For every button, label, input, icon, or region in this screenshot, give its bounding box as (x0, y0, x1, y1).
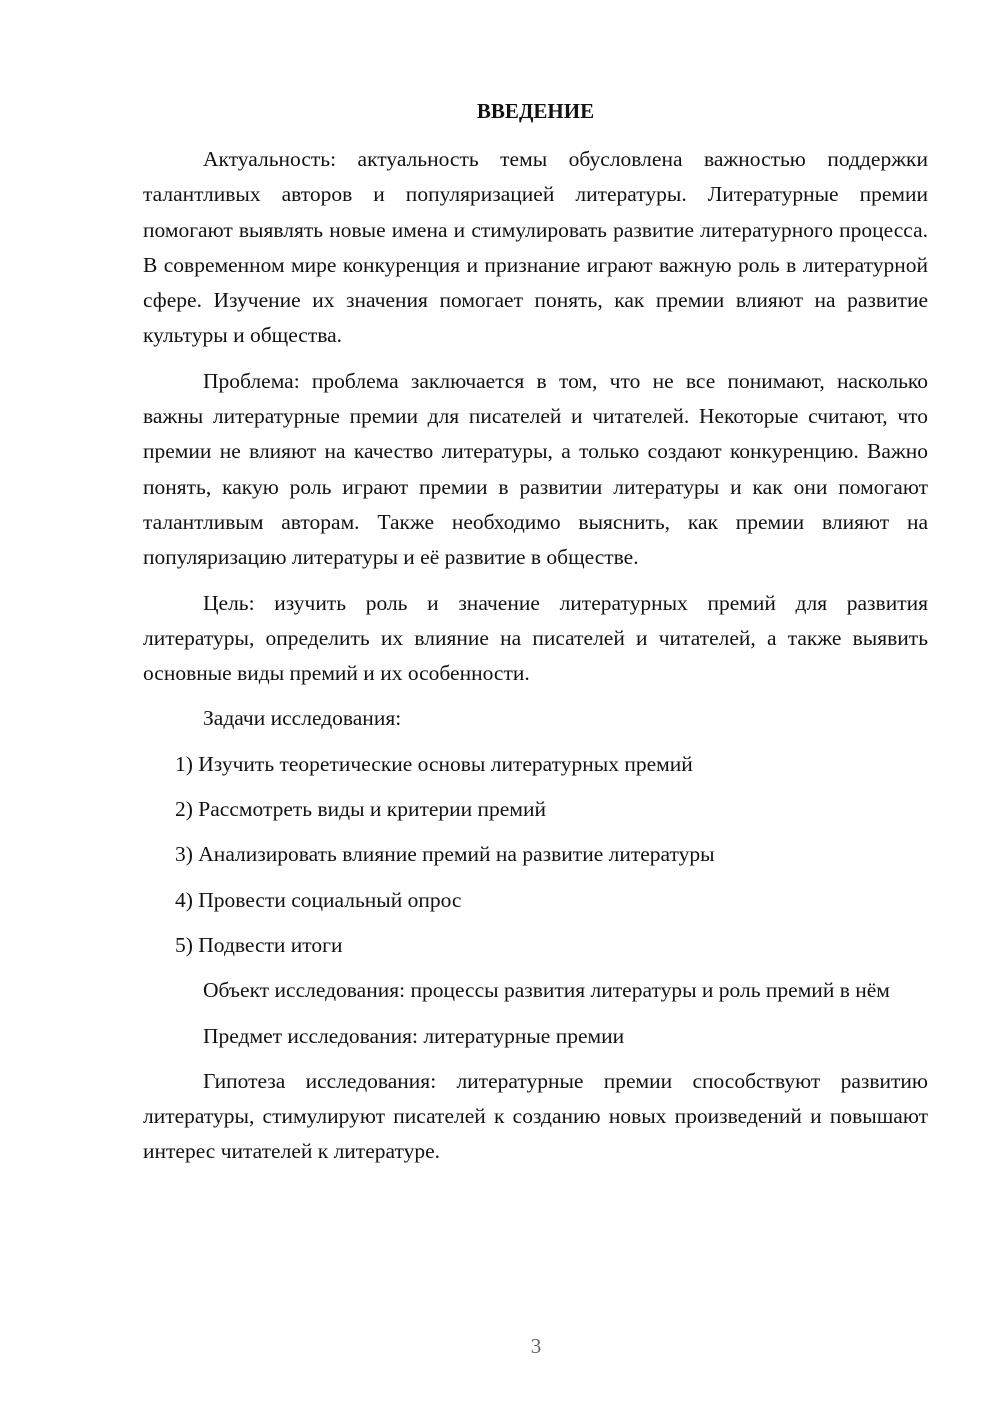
paragraph-hypothesis: Гипотеза исследования: литературные премии способствуют развитию литературы, стимулируют писателей к созданию новых произведений и повышают интерес читателей к литературе. (143, 1068, 928, 1164)
paragraph-object: Объект исследования: процессы развития литературы и роль премий в нём (203, 978, 890, 1003)
paragraph-tasks-title: Задачи исследования: (203, 706, 402, 731)
page-title: ВВЕДЕНИЕ (476, 99, 595, 123)
paragraph-subject: Предмет исследования: литературные премии (203, 1023, 625, 1048)
list-item: 1) Изучить теоретические основы литературных премий (175, 751, 693, 776)
page-number: 3 (530, 1334, 542, 1358)
list-item: 3) Анализировать влияние премий на развитие литературы (175, 842, 715, 867)
document-body (143, 142, 928, 1180)
list-item: 5) Подвести итоги (175, 932, 343, 957)
tasks-list (143, 747, 928, 963)
paragraph-goal: Цель: изучить роль и значение литературных премий для развития литературы, определить их влияние на писателей и читателей, а также выявить основные виды премий и их особенности. (143, 590, 928, 686)
paragraph-problem: Проблема: проблема заключается в том, что не все понимают, насколько важны литературные премии для писателей и читателей. Некоторые считают, что премии не влияют на качество литературы, а только создают конкуренцию. Важно понять, какую роль играют премии в развитии литературы и как они помогают талантливым авторам. Также необходимо выяснить, как премии влияют на популяризацию литературы и её развитие в обществе. (143, 368, 928, 570)
paragraph-relevance: Актуальность: актуальность темы обусловлена важностью поддержки талантливых авторов и популяризацией литературы. Литературные премии помогают выявлять новые имена и стимулировать развитие литературного процесса. В современном мире конкуренция и признание играют важную роль в литературной сфере. Изучение их значения помогает понять, как премии влияют на развитие культуры и общества. (143, 147, 928, 348)
list-item: 4) Провести социальный опрос (175, 887, 462, 912)
list-item: 2) Рассмотреть виды и критерии премий (175, 797, 546, 822)
